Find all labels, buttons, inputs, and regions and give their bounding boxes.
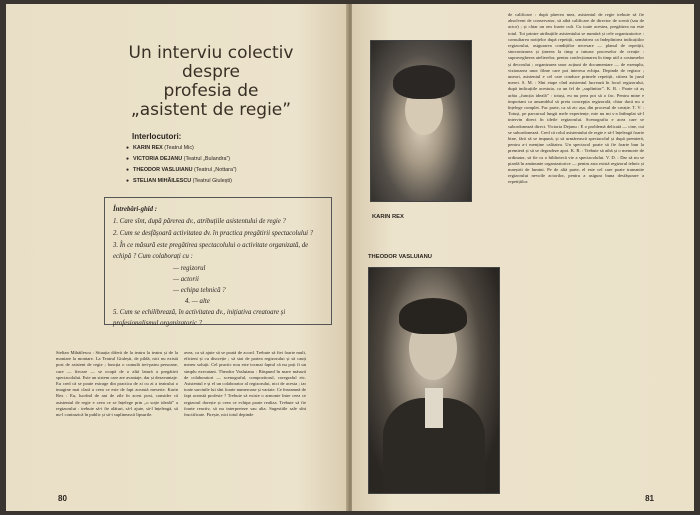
guide-questions-box: [104, 197, 332, 325]
interlocutor-item: [126, 154, 346, 165]
interlocutor-item: [126, 176, 346, 187]
photo-caption-2: THEODOR VASLUIANU: [368, 254, 432, 260]
guide-question: 5. Cum se echilibrează, în activitatea dv., inițiativa creatoare și profesionalismul organizatoric ?: [113, 309, 286, 327]
guide-question: 2. Cum se desfășoară activitatea dv. în practica pregătirii spectacolului ?: [113, 230, 314, 237]
guide-subitem: — regizorul: [173, 265, 206, 272]
guide-heading: Întrebări-ghid :: [113, 206, 157, 213]
interlocutor-theatre: (Teatrul „Nottara”): [194, 167, 237, 173]
guide-question: 1. Care sînt, după părerea dv., atribuțiile asistentului de regie ?: [113, 218, 286, 225]
guide-question: 3. În ce măsură este pregătirea spectacolului o activitate organizată, de echipă ? Cum colaborați cu :: [113, 242, 309, 260]
body-column-right: de calificare : după părerea mea, asistentul de regie trebuie să fie absolvent de conservator, să aibă calificare de director de scenă (sau de actor) ; și chiar un om foarte cult. Cu toate acestea, pregătirea nu este totul. Tot printre atribuțiile asistentului se numără și cele organizatorice : consultarea notițelor după repetiții, urmărirea ca îndeplinirea indicațiilor regizorului, asigurarea condițiilor necesare — planul de repetiții, sincronizarea și ținerea la timp a tuturor proceselor de creație : supravegherea atelierelor, pentru confecționarea în timp util a costumelor și decorului ; organizarea unor acțiuni de documentare — de exemplu, vizionarea unor filme care pot interesa echipa. Depinde de regizor ; uneori, asistentul e cel care conduce primele repetiții, citirea în jurul mesei. S. M. : Sînt etape cînd asistentul lucrează în locul regizorului, după indicațiile acestuia, ca un fel de „suplinitor”. K. R. : Poate că aș arăta „funcția ideală” : totuși, eu nu prea pot să o fac. Pentru mine e important ca ansamblul să preia concepția regizorală, chiar dacă nu o înțelege complet. Fac parte, ca să zic așa, din procesul de creație. T. V. : Totuși, pe parcursul lungii mele experiențe, mie nu mi s-a întîmplat să-l intervin direct în ideile regizorului. Scenografia e acea care se subordonează direct. Victoria Dejanu : E o problemă delicată — cine, cui se subordonează. Cred că rolul asistentului de regie e să-l înțeleagă foarte bine, fără să se impună, și să urmărească spectacolul și după premieră, pentru a-i menține calitatea. Un spectacol poate să fie foarte bun la premieră și să se degradeze apoi. K. R. : Trebuie să aibă și o memorie de ordinator, să fie ca o bibliotecă vie a spectacolului. V. D. : Dar să nu se piardă în amănunte organizatorice — pentru asta există regizorul tehnic și maeștrii de lumini. Pe de altă parte, el este cel care poate transmite regizorului nevoile actorilor, pentru a asigura buna desfășurare a repetițiilor.: [508, 12, 644, 185]
page-number-right: 81: [645, 494, 654, 503]
interlocutor-theatre: (Teatrul „Bulandra”): [183, 156, 231, 162]
title-line: profesia de: [163, 81, 259, 101]
photo-caption-1: KARIN REX: [372, 214, 404, 220]
body-column-1: Stelian Mihăilescu : Situația diferă de la teatru la teatru și de la montare la montare. La Teatrul Giulești, de pildă, nici nu există post de asistent de regie ; funcția o cumulă trei-patru persoane, care — fiecare — se ocupă de o altă latură a pregătirii spectacolului. Este un sistem care are avantaje, dar și dezavantaje. Eu cred că se poate extrage din practica de zi cu zi a teatrului o imagine mai clară a ceea ce este de fapt această meserie. Karin Rex : Eu, lucrînd de ani de zile în acest post, consider că asistentul de regie e ceea ce se înțelege prin „o soție ideală” a regizorului : trebuie să-i fie alături, să-l ajute, să-l înțeleagă, să nu-l contrazică în public și să-i suplinească lipsurile.: [56, 350, 178, 418]
guide-subitem: — actorii: [173, 276, 199, 283]
interlocutors-list: [126, 143, 346, 187]
right-page: [352, 4, 694, 511]
interlocutor-item: [126, 143, 346, 154]
interlocutor-name: STELIAN MIHĂILESCU: [133, 178, 192, 184]
interlocutor-name: KARIN REX: [133, 145, 163, 151]
page-number-left: 80: [58, 494, 67, 503]
title-line: despre: [182, 62, 240, 82]
left-page: [6, 4, 348, 511]
interlocutor-item: [126, 165, 346, 176]
guide-subitem: — echipa tehnică ?: [173, 287, 226, 294]
guide-subitem: 4. — alte: [185, 298, 210, 305]
interlocutor-name: THEODOR VASLUIANU: [133, 167, 193, 173]
article-title: [106, 44, 316, 120]
hair-shape: [399, 298, 467, 334]
interlocutor-theatre: (Teatrul Mic): [164, 145, 194, 151]
interlocutor-name: VICTORIA DEJANU: [133, 156, 183, 162]
interlocutors-heading: Interlocutori:: [132, 132, 182, 141]
hair-shape: [393, 65, 455, 99]
body-column-2: avea, ca să ajute să se poată de acord. Trebuie să fiei foarte mult, eficient și cu discreție ; să stai de partea regizorului și să cauți mereu soluții. Cel practic nou este tocmai faptul că nu poți fi un simplu executant. Theodor Vasluianu : Răspund în mare măsură de colaboratori — scenograful, compozitorul, coregraful etc. Asistentul e și el un colaborator al regizorului, nici de acesta ; iar toate sarcinile lui sînt foarte numeroase și variate. Ce înseamnă de fapt această profesie ? Trebuie să existe o armonie între ceea ce regizorul dorește și ceea ce echipa poate realiza. Trebuie să fie foarte reactiv, să nu interpreteze sau alta. Sugestiile sale sînt fructificate. Firește, nici totul depinde: [184, 350, 306, 418]
interlocutor-theatre: (Teatrul Giulești): [192, 178, 232, 184]
portrait-photo-theodor-vasluianu: [368, 267, 500, 494]
portrait-photo-karin-rex: [370, 40, 472, 202]
title-line: Un interviu colectiv: [128, 43, 294, 63]
shirt-shape: [425, 388, 443, 428]
title-line: „asistent de regie”: [130, 100, 292, 120]
